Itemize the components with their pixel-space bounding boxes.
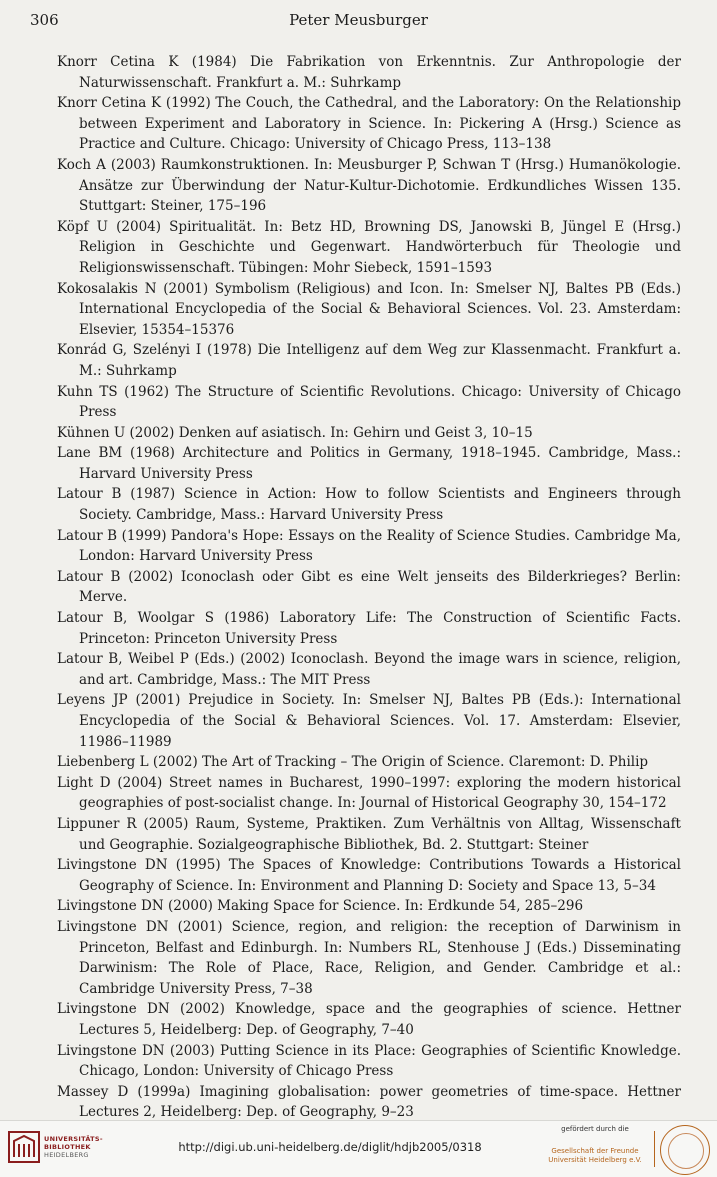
reference-list: [57, 52, 681, 1123]
reference-entry: Latour B (2002) Iconoclash oder Gibt es eine Welt jenseits des Bilderkrieges? Berlin: Merve.: [57, 568, 681, 606]
reference-entry: Knorr Cetina K (1992) The Couch, the Cathedral, and the Laboratory: On the Relationship between Experiment and Laboratory in Science. In: Pickering A (Hrsg.) Science as Practice and Culture. Chicago: University of Chicago Press, 113–138: [57, 95, 681, 153]
reference-entry: Liebenberg L (2002) The Art of Tracking – The Origin of Science. Claremont: D. Philip: [57, 754, 649, 771]
sponsor-name-line1: Gesellschaft der Freunde: [551, 1147, 639, 1155]
reference-entry: Kühnen U (2002) Denken auf asiatisch. In: Gehirn und Geist 3, 10–15: [57, 424, 533, 441]
reference-entry: Lane BM (1968) Architecture and Politics in Germany, 1918–1945. Cambridge, Mass.: Harvard University Press: [57, 445, 681, 482]
reference-entry: Konrád G, Szelényi I (1978) Die Intelligenz auf dem Weg zur Klassenmacht. Frankfurt a. M.: Suhrkamp: [57, 342, 681, 379]
reference-entry: Köpf U (2004) Spiritualität. In: Betz HD, Browning DS, Janowski B, Jüngel E (Hrsg.) Religion in Geschichte und Gegenwart. Handwörterbuch für Theologie und Religionswissenschaft. Tübingen: Mohr Siebeck, 1591–1593: [57, 218, 681, 276]
reference-entry: Light D (2004) Street names in Bucharest, 1990–1997: exploring the modern historical geographies of post-socialist change. In: Journal of Historical Geography 30, 154–172: [57, 774, 681, 812]
permalink-url[interactable]: http://digi.ub.uni-heidelberg.de/diglit/hdjb2005/0318: [178, 1140, 482, 1154]
sponsor-label: gefördert durch die: [561, 1125, 629, 1133]
reference-entry: Leyens JP (2001) Prejudice in Society. In: Smelser NJ, Baltes PB (Eds.): International Encyclopedia of the Social & Behavioral Sciences. Vol. 17. Amsterdam: Elsevier, 11986–11989: [57, 692, 681, 750]
reference-entry: Latour B (1987) Science in Action: How to follow Scientists and Engineers through Society. Cambridge, Mass.: Harvard University Press: [57, 486, 681, 524]
reference-entry: Kokosalakis N (2001) Symbolism (Religious) and Icon. In: Smelser NJ, Baltes PB (Eds.) International Encyclopedia of the Social & Behavioral Sciences. Vol. 23. Amsterdam: Elsevier, 15354–15376: [57, 280, 681, 338]
reference-entry: Latour B, Woolgar S (1986) Laboratory Life: The Construction of Scientific Facts. Princeton: Princeton University Press: [57, 610, 681, 647]
page-number: 306: [30, 11, 59, 29]
reference-entry: Lippuner R (2005) Raum, Systeme, Praktiken. Zum Verhältnis von Alltag, Wissenschaft und Geographie. Sozialgeographische Bibliothek, Bd. 2. Stuttgart: Steiner: [57, 815, 681, 853]
reference-entry: Koch A (2003) Raumkonstruktionen. In: Meusburger P, Schwan T (Hrsg.) Humanökologie. Ansätze zur Überwindung der Natur-Kultur-Dichotomie. Erdkundliches Wissen 135. Stuttgart: Steiner, 175–196: [57, 156, 681, 215]
university-library-logo-icon: [8, 1131, 40, 1163]
sponsor-block: [540, 1125, 650, 1165]
viewer-footer: [0, 1120, 717, 1177]
reference-entry: Livingstone DN (2000) Making Space for Science. In: Erdkunde 54, 285–296: [57, 898, 584, 915]
reference-entry: Latour B, Weibel P (Eds.) (2002) Iconoclash. Beyond the image wars in science, religion, and art. Cambridge, Mass.: The MIT Press: [57, 651, 681, 688]
footer-divider: [654, 1131, 655, 1167]
university-seal-icon: [660, 1125, 710, 1175]
sponsor-name-line2: Universität Heidelberg e.V.: [548, 1156, 642, 1164]
reference-entry: Livingstone DN (2003) Putting Science in its Place: Geographies of Scientific Knowledge. Chicago, London: University of Chicago Press: [57, 1042, 681, 1080]
library-name: UNIVERSITÄTS- BIBLIOTHEK HEIDELBERG: [44, 1135, 103, 1159]
reference-entry: Knorr Cetina K (1984) Die Fabrikation von Erkenntnis. Zur Anthropologie der Naturwissenschaft. Frankfurt a. M.: Suhrkamp: [57, 54, 681, 91]
page-header: [30, 11, 687, 35]
reference-entry: Massey D (1999a) Imagining globalisation: power geometries of time-space. Hettner Lectures 2, Heidelberg: Dep. of Geography, 9–23: [57, 1083, 681, 1121]
reference-entry: Latour B (1999) Pandora's Hope: Essays on the Reality of Science Studies. Cambridge Ma, London: Harvard University Press: [57, 527, 681, 565]
reference-entry: Livingstone DN (2002) Knowledge, space and the geographies of science. Hettner Lectures 5, Heidelberg: Dep. of Geography, 7–40: [57, 1001, 681, 1038]
reference-entry: Kuhn TS (1962) The Structure of Scientific Revolutions. Chicago: University of Chicago Press: [57, 383, 681, 421]
running-head: Peter Meusburger: [289, 11, 428, 29]
reference-entry: Livingstone DN (2001) Science, region, and religion: the reception of Darwinism in Princeton, Belfast and Edinburgh. In: Numbers RL, Stenhouse J (Eds.) Disseminating Darwinism: The Role of Place, Race, Religion, and Gender. Cambridge et al.: Cambridge University Press, 7–38: [57, 918, 681, 997]
reference-entry: Livingstone DN (1995) The Spaces of Knowledge: Contributions Towards a Historical Geography of Science. In: Environment and Planning D: Society and Space 13, 5–34: [57, 857, 681, 894]
